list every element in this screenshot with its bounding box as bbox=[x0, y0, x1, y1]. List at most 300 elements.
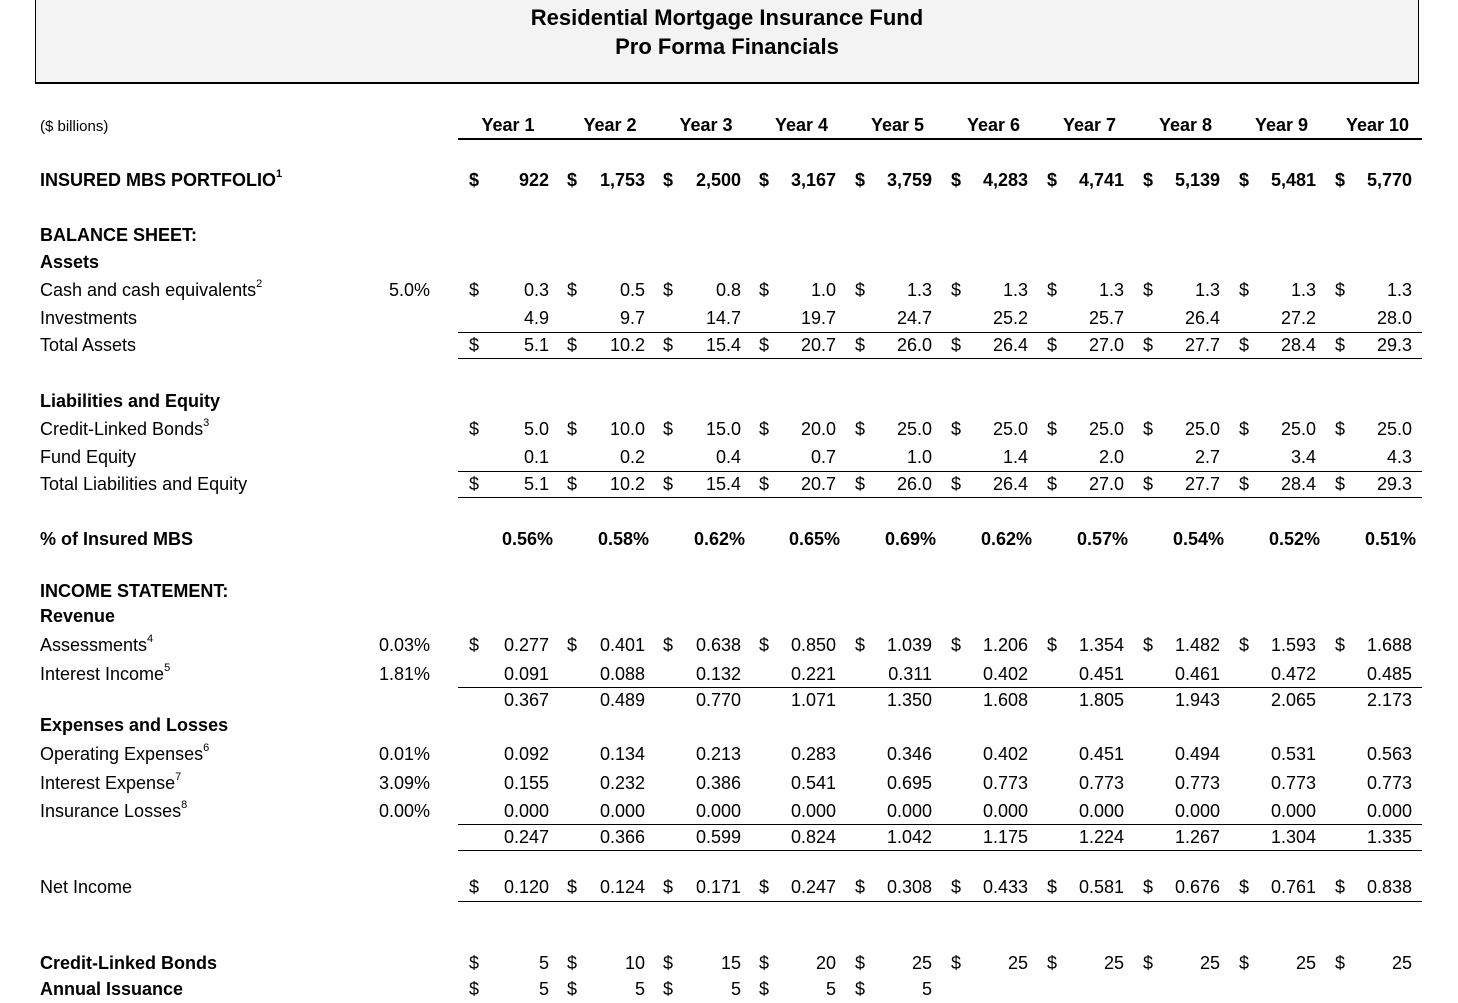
dollar-sign: $ bbox=[663, 170, 674, 190]
footnote-marker: 2 bbox=[256, 278, 263, 290]
cell-clb: 10.0 bbox=[609, 419, 645, 439]
cell-revtot: 2.065 bbox=[1270, 690, 1316, 710]
cell-pct: 0.54% bbox=[1172, 529, 1224, 549]
row-label-text: Credit-Linked Bonds bbox=[40, 953, 218, 973]
cell-intexp: 0.541 bbox=[790, 773, 836, 793]
cell-inv: 14.7 bbox=[705, 308, 741, 328]
dollar-sign: $ bbox=[1335, 170, 1346, 190]
cell-pct: 0.65% bbox=[788, 529, 840, 549]
cell-revtot: 1.350 bbox=[886, 690, 932, 710]
cell-clb2: 25 bbox=[1295, 953, 1316, 973]
dollar-sign: $ bbox=[1047, 419, 1058, 439]
cell-ta: 28.4 bbox=[1280, 335, 1316, 355]
total-liabilities-underline bbox=[458, 497, 1422, 498]
cell-mbs: 922 bbox=[518, 170, 549, 190]
cell-revtot: 1.071 bbox=[790, 690, 836, 710]
row-label-text: Annual Issuance bbox=[40, 979, 184, 999]
row-label-tle bbox=[40, 474, 247, 495]
dollar-sign: $ bbox=[1239, 280, 1250, 300]
cell-clb: 25.0 bbox=[1184, 419, 1220, 439]
cell-ni: 0.120 bbox=[503, 877, 549, 897]
dollar-sign: $ bbox=[469, 953, 480, 973]
row-label-clb bbox=[40, 419, 209, 440]
dollar-sign: $ bbox=[663, 953, 674, 973]
dollar-sign: $ bbox=[951, 635, 962, 655]
cell-pct: 0.69% bbox=[884, 529, 936, 549]
row-label-pct bbox=[40, 529, 193, 550]
dollar-sign: $ bbox=[1047, 335, 1058, 355]
dollar-sign: $ bbox=[469, 170, 480, 190]
cell-clb: 25.0 bbox=[1376, 419, 1412, 439]
cell-ta: 10.2 bbox=[609, 335, 645, 355]
cell-ta: 26.4 bbox=[992, 335, 1028, 355]
footnote-marker: 8 bbox=[181, 799, 188, 811]
dollar-sign: $ bbox=[469, 635, 480, 655]
dollar-sign: $ bbox=[855, 635, 866, 655]
cell-ins: 0.000 bbox=[599, 801, 645, 821]
cell-intexp: 0.773 bbox=[1366, 773, 1412, 793]
cell-inv: 26.4 bbox=[1184, 308, 1220, 328]
cell-int: 0.472 bbox=[1270, 664, 1316, 684]
cell-cash: 0.8 bbox=[715, 280, 741, 300]
cell-cash: 1.3 bbox=[1194, 280, 1220, 300]
cell-fe: 0.7 bbox=[810, 447, 836, 467]
cell-int: 0.088 bbox=[599, 664, 645, 684]
cell-opex: 0.283 bbox=[790, 744, 836, 764]
dollar-sign: $ bbox=[1047, 635, 1058, 655]
dollar-sign: $ bbox=[951, 280, 962, 300]
dollar-sign: $ bbox=[469, 419, 480, 439]
cell-opex: 0.402 bbox=[982, 744, 1028, 764]
row-label-fe bbox=[40, 447, 136, 468]
cell-opex: 0.213 bbox=[695, 744, 741, 764]
cell-opex: 0.346 bbox=[886, 744, 932, 764]
year-header: Year 1 bbox=[481, 115, 535, 135]
row-label-text: Investments bbox=[40, 308, 138, 328]
cell-intexp: 0.386 bbox=[695, 773, 741, 793]
cell-opex: 0.494 bbox=[1174, 744, 1220, 764]
row-label-text: Interest Expense bbox=[40, 773, 176, 793]
dollar-sign: $ bbox=[951, 953, 962, 973]
row-label-ta bbox=[40, 335, 136, 356]
cell-intexp: 0.695 bbox=[886, 773, 932, 793]
year-header: Year 3 bbox=[679, 115, 733, 135]
dollar-sign: $ bbox=[469, 280, 480, 300]
cell-pct: 0.52% bbox=[1268, 529, 1320, 549]
dollar-sign: $ bbox=[951, 419, 962, 439]
cell-fe: 0.1 bbox=[523, 447, 549, 467]
units-label: ($ billions) bbox=[40, 118, 109, 135]
cell-clb2: 25 bbox=[1007, 953, 1028, 973]
title-box bbox=[35, 0, 1419, 84]
cell-inv: 28.0 bbox=[1376, 308, 1412, 328]
row-label-intexp bbox=[40, 773, 181, 794]
dollar-sign: $ bbox=[1047, 877, 1058, 897]
cell-ai: 5 bbox=[538, 979, 549, 999]
cell-assess: 0.638 bbox=[695, 635, 741, 655]
dollar-sign: $ bbox=[759, 877, 770, 897]
cell-opex: 0.531 bbox=[1270, 744, 1316, 764]
cell-revtot: 0.367 bbox=[503, 690, 549, 710]
dollar-sign: $ bbox=[567, 635, 578, 655]
row-label-text: Revenue bbox=[40, 606, 116, 626]
year-header: Year 9 bbox=[1254, 115, 1309, 135]
report-subtitle: Pro Forma Financials bbox=[615, 34, 839, 59]
dollar-sign: $ bbox=[855, 170, 866, 190]
row-label-text: Total Assets bbox=[40, 335, 137, 355]
cell-exptot: 1.224 bbox=[1078, 827, 1124, 847]
cell-mbs: 3,167 bbox=[790, 170, 836, 190]
cell-opex: 0.451 bbox=[1078, 744, 1124, 764]
cell-inv: 19.7 bbox=[800, 308, 836, 328]
cell-inv: 25.7 bbox=[1088, 308, 1124, 328]
dollar-sign: $ bbox=[855, 474, 866, 494]
cell-pct: 0.51% bbox=[1364, 529, 1416, 549]
row-label-text: INSURED MBS PORTFOLIO bbox=[40, 170, 277, 190]
dollar-sign: $ bbox=[759, 170, 770, 190]
dollar-sign: $ bbox=[663, 635, 674, 655]
cell-clb2: 25 bbox=[1199, 953, 1220, 973]
cell-clb: 25.0 bbox=[992, 419, 1028, 439]
dollar-sign: $ bbox=[1143, 953, 1154, 973]
cell-ins: 0.000 bbox=[503, 801, 549, 821]
cell-fe: 2.0 bbox=[1098, 447, 1124, 467]
dollar-sign: $ bbox=[1335, 953, 1346, 973]
cell-exptot: 1.175 bbox=[982, 827, 1028, 847]
cell-clb: 5.0 bbox=[523, 419, 549, 439]
cell-ins: 0.000 bbox=[1078, 801, 1124, 821]
year-header: Year 6 bbox=[966, 115, 1021, 135]
cell-exptot: 0.247 bbox=[503, 827, 549, 847]
cell-exptot: 0.824 bbox=[790, 827, 836, 847]
rate-int: 1.81% bbox=[378, 664, 430, 684]
dollar-sign: $ bbox=[1335, 419, 1346, 439]
dollar-sign: $ bbox=[1239, 953, 1250, 973]
row-label-text: BALANCE SHEET: bbox=[40, 225, 198, 245]
dollar-sign: $ bbox=[1239, 474, 1250, 494]
total-assets-underline bbox=[458, 358, 1422, 359]
dollar-sign: $ bbox=[759, 635, 770, 655]
cell-ai: 5 bbox=[730, 979, 741, 999]
cell-clb2: 20 bbox=[815, 953, 836, 973]
cell-ai: 5 bbox=[634, 979, 645, 999]
cell-ins: 0.000 bbox=[1174, 801, 1220, 821]
dollar-sign: $ bbox=[1335, 474, 1346, 494]
cell-ta: 27.7 bbox=[1184, 335, 1220, 355]
dollar-sign: $ bbox=[567, 280, 578, 300]
footnote-marker: 7 bbox=[175, 771, 182, 783]
cell-exptot: 1.335 bbox=[1366, 827, 1412, 847]
cell-exptot: 1.042 bbox=[886, 827, 932, 847]
cell-revtot: 1.608 bbox=[982, 690, 1028, 710]
cell-ni: 0.433 bbox=[982, 877, 1028, 897]
cell-tle: 28.4 bbox=[1280, 474, 1316, 494]
cell-assess: 1.354 bbox=[1078, 635, 1124, 655]
cell-ai: 5 bbox=[825, 979, 836, 999]
cell-exptot: 1.304 bbox=[1270, 827, 1316, 847]
cell-assess: 1.593 bbox=[1270, 635, 1316, 655]
cell-tle: 26.0 bbox=[896, 474, 932, 494]
dollar-sign: $ bbox=[567, 474, 578, 494]
cell-int: 0.451 bbox=[1078, 664, 1124, 684]
cell-revtot: 0.489 bbox=[599, 690, 645, 710]
dollar-sign: $ bbox=[855, 335, 866, 355]
dollar-sign: $ bbox=[855, 877, 866, 897]
row-label-text: Interest Income bbox=[40, 664, 165, 684]
row-label-cash bbox=[40, 280, 262, 301]
cell-tle: 27.7 bbox=[1184, 474, 1220, 494]
dollar-sign: $ bbox=[759, 474, 770, 494]
cell-exptot: 0.366 bbox=[599, 827, 645, 847]
dollar-sign: $ bbox=[1335, 335, 1346, 355]
cell-opex: 0.134 bbox=[599, 744, 645, 764]
dollar-sign: $ bbox=[663, 979, 674, 999]
cell-pct: 0.57% bbox=[1076, 529, 1128, 549]
cell-revtot: 0.770 bbox=[695, 690, 741, 710]
cell-inv: 25.2 bbox=[992, 308, 1028, 328]
cell-ni: 0.761 bbox=[1270, 877, 1316, 897]
dollar-sign: $ bbox=[759, 335, 770, 355]
cell-ins: 0.000 bbox=[695, 801, 741, 821]
dollar-sign: $ bbox=[469, 335, 480, 355]
cell-fe: 1.4 bbox=[1002, 447, 1028, 467]
cell-inv: 9.7 bbox=[619, 308, 645, 328]
cell-fe: 1.0 bbox=[906, 447, 932, 467]
dollar-sign: $ bbox=[951, 877, 962, 897]
cell-ins: 0.000 bbox=[1270, 801, 1316, 821]
dollar-sign: $ bbox=[1335, 635, 1346, 655]
cell-cash: 0.5 bbox=[619, 280, 645, 300]
row-label-rev bbox=[40, 606, 115, 627]
cell-clb2: 10 bbox=[624, 953, 645, 973]
row-label-text: Liabilities and Equity bbox=[40, 391, 221, 411]
row-label-text: Total Liabilities and Equity bbox=[40, 474, 248, 494]
dollar-sign: $ bbox=[759, 419, 770, 439]
dollar-sign: $ bbox=[663, 335, 674, 355]
dollar-sign: $ bbox=[1047, 953, 1058, 973]
cell-clb2: 25 bbox=[1391, 953, 1412, 973]
row-label-bs bbox=[40, 225, 197, 246]
cell-assess: 1.482 bbox=[1174, 635, 1220, 655]
dollar-sign: $ bbox=[1143, 280, 1154, 300]
dollar-sign: $ bbox=[951, 474, 962, 494]
cell-revtot: 1.943 bbox=[1174, 690, 1220, 710]
cell-fe: 3.4 bbox=[1290, 447, 1316, 467]
dollar-sign: $ bbox=[567, 953, 578, 973]
dollar-sign: $ bbox=[1143, 335, 1154, 355]
cell-fe: 2.7 bbox=[1194, 447, 1220, 467]
cell-ins: 0.000 bbox=[982, 801, 1028, 821]
cell-revtot: 2.173 bbox=[1366, 690, 1412, 710]
dollar-sign: $ bbox=[567, 419, 578, 439]
cell-tle: 10.2 bbox=[609, 474, 645, 494]
footnote-marker: 4 bbox=[147, 633, 154, 645]
cell-ni: 0.171 bbox=[695, 877, 741, 897]
dollar-sign: $ bbox=[469, 474, 480, 494]
dollar-sign: $ bbox=[1143, 419, 1154, 439]
cell-ta: 27.0 bbox=[1088, 335, 1124, 355]
footnote-marker: 5 bbox=[164, 662, 171, 674]
cell-mbs: 4,741 bbox=[1078, 170, 1124, 190]
cell-clb: 20.0 bbox=[800, 419, 836, 439]
year-header: Year 7 bbox=[1062, 115, 1117, 135]
row-label-is bbox=[40, 581, 228, 602]
row-label-int bbox=[40, 664, 170, 685]
cell-pct: 0.58% bbox=[597, 529, 649, 549]
cell-ins: 0.000 bbox=[886, 801, 932, 821]
cell-assess: 0.401 bbox=[599, 635, 645, 655]
cell-assess: 0.277 bbox=[503, 635, 549, 655]
row-label-text: % of Insured MBS bbox=[40, 529, 194, 549]
cell-clb: 15.0 bbox=[705, 419, 741, 439]
dollar-sign: $ bbox=[951, 335, 962, 355]
cell-assess: 1.039 bbox=[886, 635, 932, 655]
cell-intexp: 0.232 bbox=[599, 773, 645, 793]
cell-ta: 29.3 bbox=[1376, 335, 1412, 355]
dollar-sign: $ bbox=[855, 953, 866, 973]
cell-pct: 0.62% bbox=[693, 529, 745, 549]
cell-ni: 0.308 bbox=[886, 877, 932, 897]
cell-tle: 20.7 bbox=[800, 474, 836, 494]
cell-ins: 0.000 bbox=[1366, 801, 1412, 821]
rate-cash: 5.0% bbox=[388, 280, 430, 300]
cell-inv: 4.9 bbox=[523, 308, 549, 328]
dollar-sign: $ bbox=[567, 979, 578, 999]
dollar-sign: $ bbox=[663, 280, 674, 300]
cell-ta: 26.0 bbox=[896, 335, 932, 355]
row-label-text: Credit-Linked Bonds bbox=[40, 419, 204, 439]
dollar-sign: $ bbox=[567, 335, 578, 355]
cell-intexp: 0.773 bbox=[982, 773, 1028, 793]
row-label-assets bbox=[40, 252, 99, 273]
dollar-sign: $ bbox=[855, 979, 866, 999]
cell-revtot: 1.805 bbox=[1078, 690, 1124, 710]
cell-inv: 27.2 bbox=[1280, 308, 1316, 328]
cell-ni: 0.838 bbox=[1366, 877, 1412, 897]
dollar-sign: $ bbox=[855, 280, 866, 300]
header-underline bbox=[458, 138, 1422, 140]
cell-intexp: 0.773 bbox=[1270, 773, 1316, 793]
cell-ni: 0.581 bbox=[1078, 877, 1124, 897]
dollar-sign: $ bbox=[1239, 335, 1250, 355]
row-label-opex bbox=[40, 744, 209, 765]
dollar-sign: $ bbox=[1047, 170, 1058, 190]
cell-tle: 5.1 bbox=[523, 474, 549, 494]
cell-int: 0.091 bbox=[503, 664, 549, 684]
cell-cash: 1.3 bbox=[1386, 280, 1412, 300]
cell-clb2: 25 bbox=[1103, 953, 1124, 973]
row-label-clb2 bbox=[40, 953, 217, 974]
year-header: Year 10 bbox=[1345, 115, 1410, 135]
cell-cash: 1.3 bbox=[906, 280, 932, 300]
row-label-text: INCOME STATEMENT: bbox=[40, 581, 229, 601]
dollar-sign: $ bbox=[663, 877, 674, 897]
cell-mbs: 1,753 bbox=[599, 170, 645, 190]
cell-ins: 0.000 bbox=[790, 801, 836, 821]
cell-opex: 0.563 bbox=[1366, 744, 1412, 764]
dollar-sign: $ bbox=[951, 170, 962, 190]
year-header: Year 5 bbox=[870, 115, 925, 135]
row-label-text: Fund Equity bbox=[40, 447, 137, 467]
cell-cash: 0.3 bbox=[523, 280, 549, 300]
cell-cash: 1.3 bbox=[1290, 280, 1316, 300]
rate-opex: 0.01% bbox=[378, 744, 430, 764]
cell-cash: 1.0 bbox=[810, 280, 836, 300]
cell-tle: 27.0 bbox=[1088, 474, 1124, 494]
rate-ins: 0.00% bbox=[378, 801, 430, 821]
dollar-sign: $ bbox=[1143, 877, 1154, 897]
dollar-sign: $ bbox=[1047, 474, 1058, 494]
cell-fe: 0.4 bbox=[715, 447, 741, 467]
cell-fe: 0.2 bbox=[619, 447, 645, 467]
cell-ta: 20.7 bbox=[800, 335, 836, 355]
cell-tle: 29.3 bbox=[1376, 474, 1412, 494]
row-label-assess bbox=[40, 635, 153, 656]
dollar-sign: $ bbox=[759, 953, 770, 973]
cell-int: 0.132 bbox=[695, 664, 741, 684]
dollar-sign: $ bbox=[1143, 635, 1154, 655]
cell-tle: 15.4 bbox=[705, 474, 741, 494]
cell-ai: 5 bbox=[921, 979, 932, 999]
dollar-sign: $ bbox=[1239, 170, 1250, 190]
expenses-underline bbox=[458, 824, 1422, 825]
dollar-sign: $ bbox=[469, 877, 480, 897]
row-label-le bbox=[40, 391, 220, 412]
cell-mbs: 5,481 bbox=[1270, 170, 1316, 190]
cell-clb: 25.0 bbox=[896, 419, 932, 439]
row-label-text: Insurance Losses bbox=[40, 801, 182, 821]
dollar-sign: $ bbox=[1143, 474, 1154, 494]
cell-int: 0.221 bbox=[790, 664, 836, 684]
year-header: Year 2 bbox=[583, 115, 637, 135]
cell-ta: 15.4 bbox=[705, 335, 741, 355]
cell-clb: 25.0 bbox=[1088, 419, 1124, 439]
cell-intexp: 0.773 bbox=[1174, 773, 1220, 793]
dollar-sign: $ bbox=[1335, 877, 1346, 897]
expenses-total-underline bbox=[458, 850, 1422, 851]
revenue-underline bbox=[458, 687, 1422, 688]
dollar-sign: $ bbox=[759, 979, 770, 999]
cell-exptot: 1.267 bbox=[1174, 827, 1220, 847]
row-label-text: Net Income bbox=[40, 877, 133, 897]
dollar-sign: $ bbox=[1239, 419, 1250, 439]
fund-equity-underline bbox=[458, 471, 1422, 472]
dollar-sign: $ bbox=[567, 170, 578, 190]
cell-ni: 0.676 bbox=[1174, 877, 1220, 897]
row-label-inv bbox=[40, 308, 137, 329]
cell-cash: 1.3 bbox=[1098, 280, 1124, 300]
cell-intexp: 0.155 bbox=[503, 773, 549, 793]
cell-int: 0.402 bbox=[982, 664, 1028, 684]
rate-intexp: 3.09% bbox=[378, 773, 430, 793]
cell-mbs: 5,139 bbox=[1174, 170, 1220, 190]
investments-underline bbox=[458, 332, 1422, 333]
dollar-sign: $ bbox=[1143, 170, 1154, 190]
row-label-mbs bbox=[40, 170, 282, 191]
year-header: Year 4 bbox=[774, 115, 829, 135]
cell-clb2: 5 bbox=[538, 953, 549, 973]
dollar-sign: $ bbox=[663, 474, 674, 494]
rate-assess: 0.03% bbox=[378, 635, 430, 655]
row-label-ni bbox=[40, 877, 132, 898]
dollar-sign: $ bbox=[1239, 877, 1250, 897]
footnote-marker: 1 bbox=[276, 168, 283, 180]
dollar-sign: $ bbox=[1047, 280, 1058, 300]
report-title: Residential Mortgage Insurance Fund bbox=[530, 5, 924, 30]
cell-ta: 5.1 bbox=[523, 335, 549, 355]
row-label-text: Assets bbox=[40, 252, 100, 272]
cell-int: 0.311 bbox=[888, 664, 932, 684]
